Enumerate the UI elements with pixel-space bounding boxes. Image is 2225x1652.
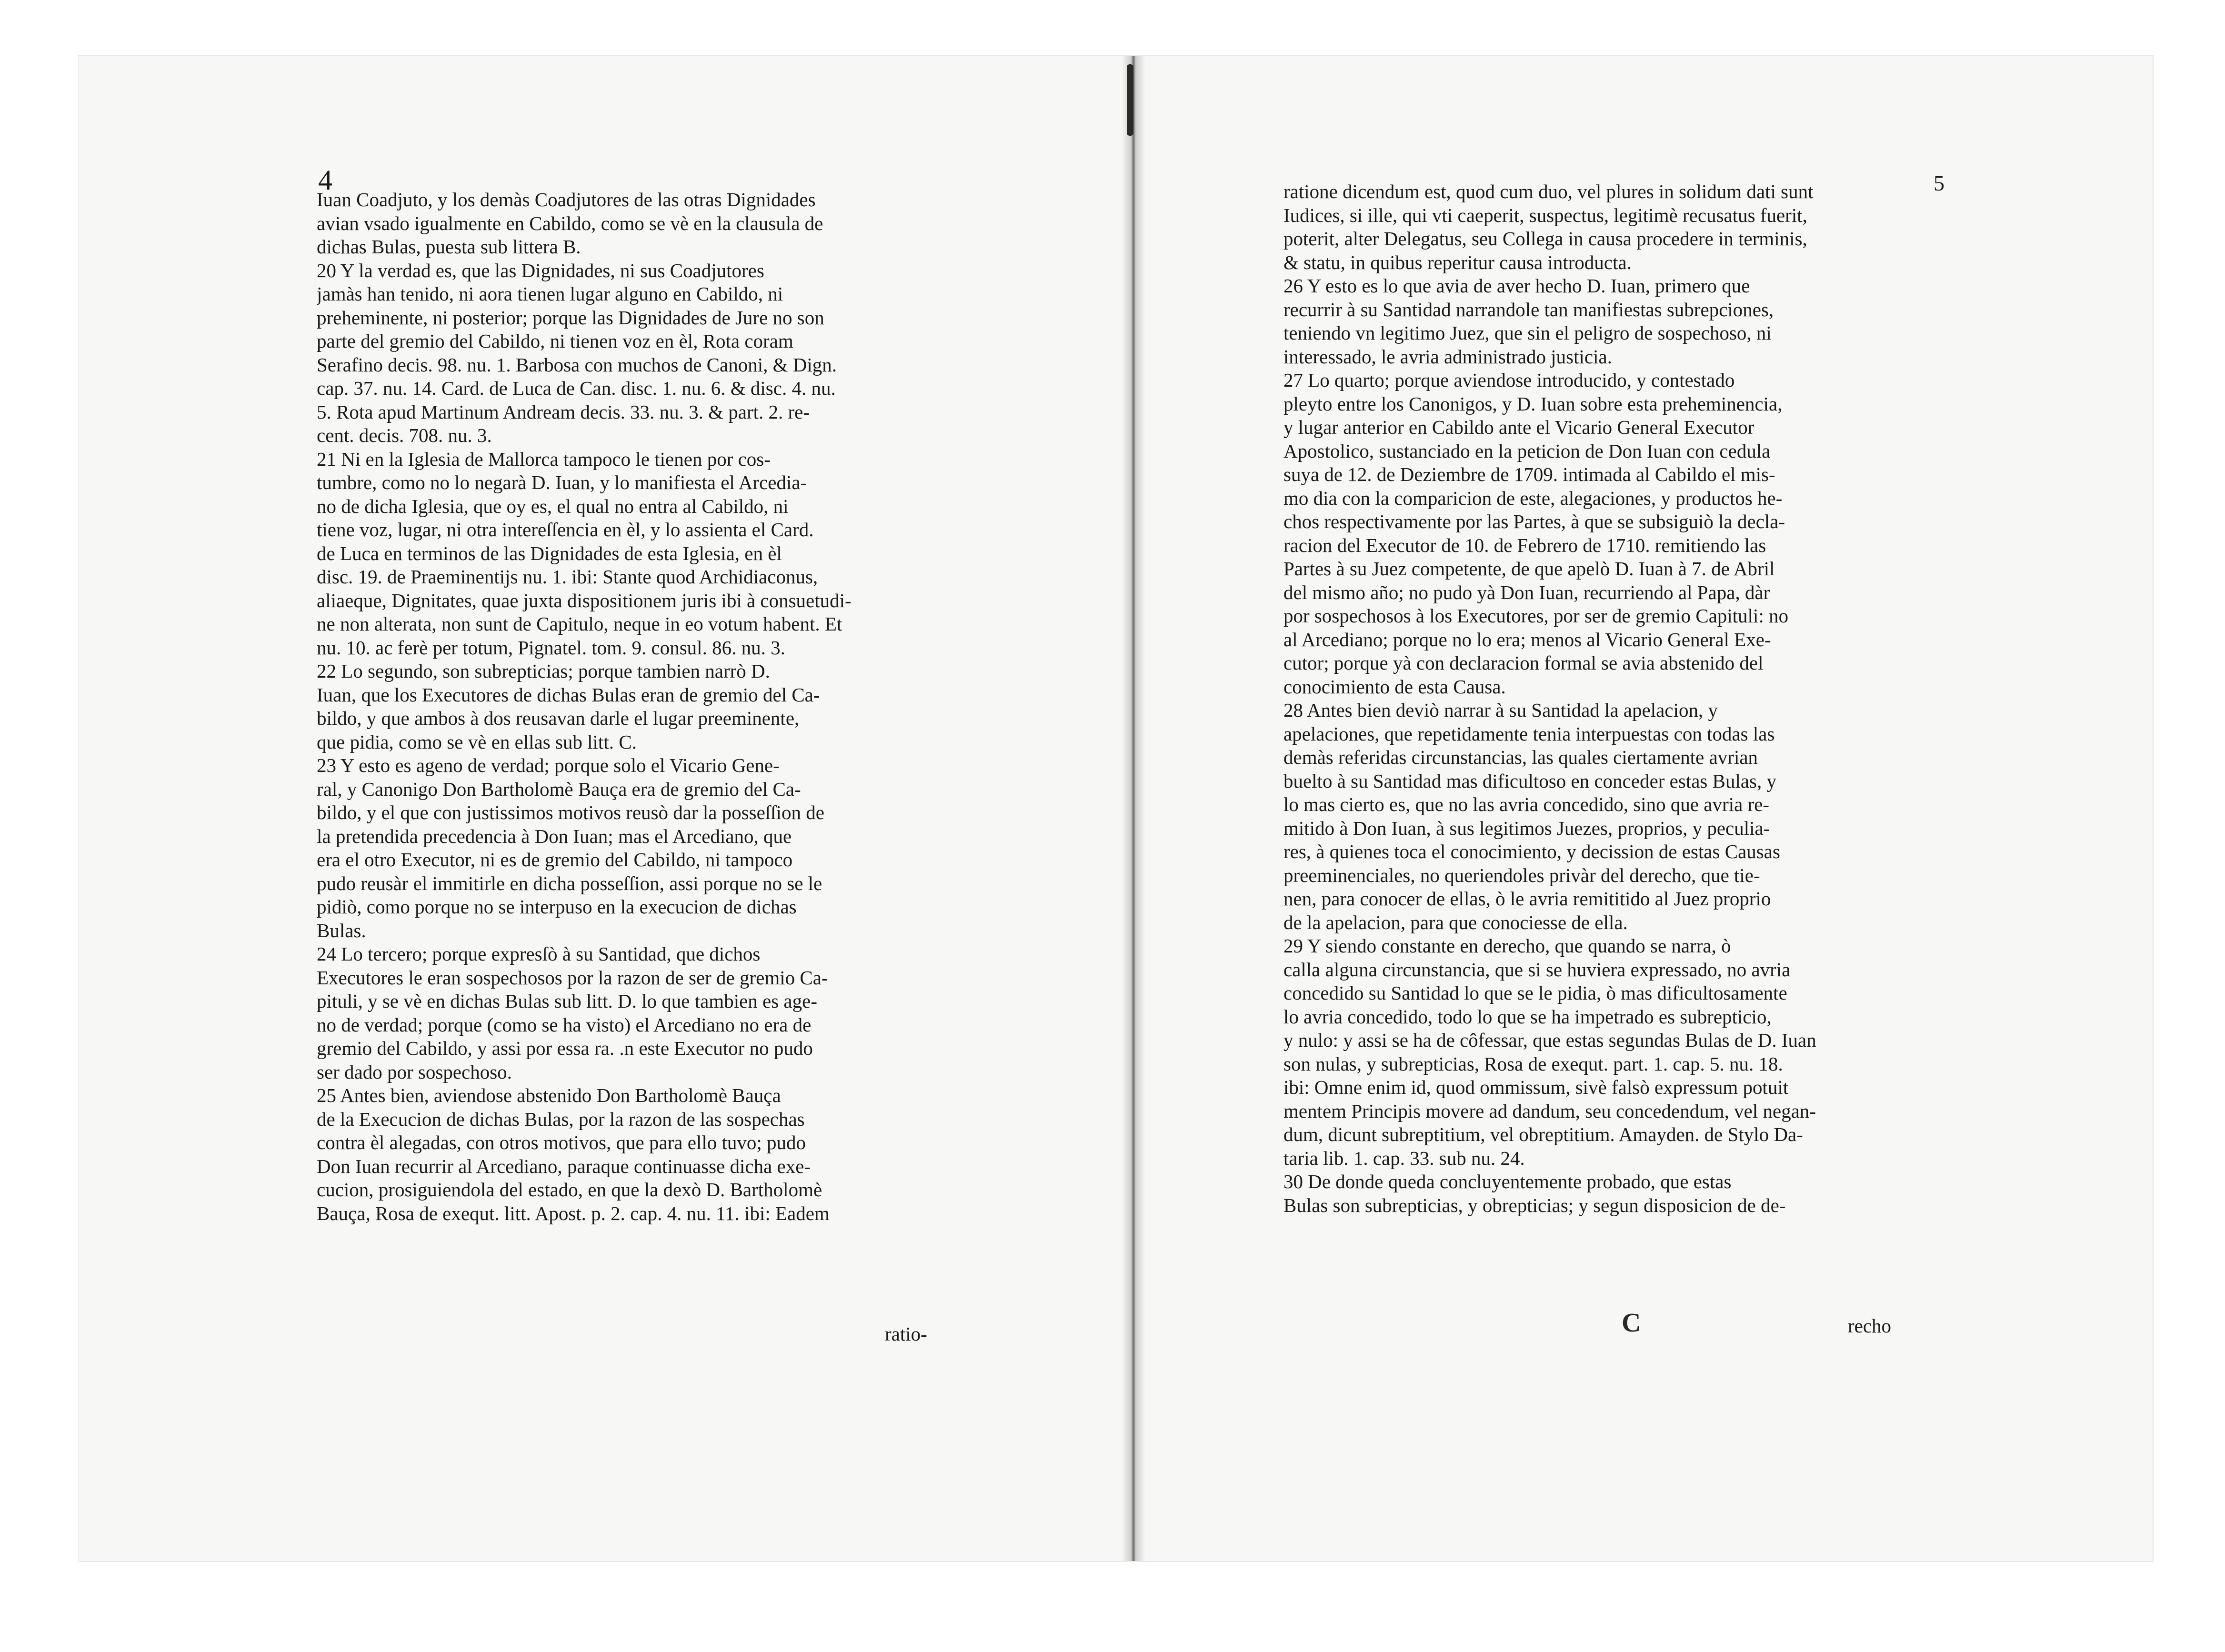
- text-line: ne non alterata, non sunt de Capitulo, neque in eo votum habent. Et: [317, 613, 842, 635]
- text-line: pudo reusàr el immitirle en dicha posseſſion, assi porque no se le: [317, 872, 822, 894]
- text-line: la pretendida precedencia à Don Iuan; mas el Arcediano, que: [317, 825, 792, 847]
- text-line: 30 De donde queda concluyentemente probado, que estas: [1283, 1171, 1732, 1192]
- text-line: chos respectivamente por las Partes, à que se subsiguiò la decla-: [1283, 511, 1785, 532]
- text-line: del mismo año; no pudo yà Don Iuan, recurriendo al Papa, dàr: [1283, 581, 1770, 603]
- text-line: cap. 37. nu. 14. Card. de Luca de Can. disc. 1. nu. 6. & disc. 4. nu.: [317, 377, 836, 399]
- text-line: son nulas, y subrepticias, Rosa de exequt. part. 1. cap. 5. nu. 18.: [1283, 1052, 1783, 1075]
- text-line: parte del gremio del Cabildo, ni tienen voz en èl, Rota coram: [317, 330, 793, 352]
- text-line: taria lib. 1. cap. 33. sub nu. 24.: [1283, 1147, 1525, 1169]
- text-line: Bulas son subrepticias, y obrepticias; y segun disposicion de de-: [1283, 1194, 1786, 1216]
- left-page-text: [317, 188, 967, 1225]
- text-line: y lugar anterior en Cabildo ante el Vicario General Executor: [1283, 416, 1754, 438]
- text-line: por sospechosos à los Executores, por ser de gremio Capituli: no: [1283, 605, 1789, 627]
- text-line: que pidia, como se vè en ellas sub litt. C.: [317, 731, 637, 753]
- text-line: mitido à Don Iuan, à sus legitimos Juezes, proprios, y peculia-: [1283, 817, 1770, 839]
- text-line: 22 Lo segundo, son subrepticias; porque tambien narrò D.: [317, 660, 770, 682]
- text-line: y nulo: y assi se ha de côfessar, que estas segundas Bulas de D. Iuan: [1283, 1029, 1816, 1051]
- text-line: ser dado por sospechoso.: [317, 1061, 512, 1083]
- text-line: Iuan Coadjuto, y los demàs Coadjutores de las otras Dignidades: [317, 189, 816, 210]
- text-line: preeminenciales, no queriendoles privàr del derecho, que tie-: [1283, 864, 1760, 886]
- text-line: recurrir à su Santidad narrandole tan manifiestas subrepciones,: [1283, 298, 1774, 320]
- text-line: jamàs han tenido, ni aora tienen lugar alguno en Cabildo, ni: [317, 283, 783, 305]
- text-line: bildo, y que ambos à dos reusavan darle el lugar preeminente,: [317, 707, 800, 729]
- text-line: 24 Lo tercero; porque expresſò à su Santidad, que dichos: [317, 943, 761, 965]
- text-line: 23 Y esto es ageno de verdad; porque solo el Vicario Gene-: [317, 754, 780, 776]
- text-line: tumbre, como no lo negarà D. Iuan, y lo manifiesta el Arcedia-: [317, 471, 807, 493]
- text-line: preheminente, ni posterior; porque las Dignidades de Jure no son: [317, 306, 824, 329]
- text-line: 20 Y la verdad es, que las Dignidades, ni sus Coadjutores: [317, 259, 764, 281]
- book-gutter: [1122, 56, 1145, 1561]
- text-line: cutor; porque yà con declaracion formal se avia abstenido del: [1283, 652, 1764, 674]
- text-line: de la apelacion, para que conociesse de ella.: [1283, 911, 1628, 933]
- text-line: mentem Principis movere ad dandum, seu concedendum, vel negan-: [1283, 1100, 1816, 1122]
- text-line: 29 Y siendo constante en derecho, que quando se narra, ò: [1283, 935, 1731, 957]
- left-catchword: ratio-: [885, 1323, 927, 1345]
- right-catchword: recho: [1848, 1315, 1892, 1337]
- text-line: de la Execucion de dichas Bulas, por la razon de las sospechas: [317, 1108, 805, 1130]
- text-line: Iudices, si ille, qui vti caeperit, suspectus, legitimè recusatus fuerit,: [1283, 204, 1807, 226]
- right-page-number: 5: [1934, 171, 1944, 195]
- text-line: Iuan, que los Executores de dichas Bulas eran de gremio del Ca-: [317, 683, 820, 706]
- text-line: & statu, in quibus reperitur causa introducta.: [1283, 251, 1632, 273]
- text-line: avian vsado igualmente en Cabildo, como se vè en la clausula de: [317, 212, 823, 234]
- text-line: contra èl alegadas, con otros motivos, que para ello tuvo; pudo: [317, 1131, 806, 1153]
- text-line: nu. 10. ac ferè per totum, Pignatel. tom. 9. consul. 86. nu. 3.: [317, 636, 785, 659]
- text-line: racion del Executor de 10. de Febrero de 1710. remitiendo las: [1283, 534, 1766, 556]
- text-line: interessado, le avria administrado justicia.: [1283, 345, 1612, 368]
- text-line: demàs referidas circunstancias, las quales ciertamente avrian: [1283, 746, 1758, 768]
- text-line: lo avria concedido, todo lo que se ha impetrado es subrepticio,: [1283, 1005, 1772, 1028]
- text-line: gremio del Cabildo, y assi por essa ra. .n este Executor no pudo: [317, 1037, 813, 1059]
- text-line: lo mas cierto es, que no las avria concedido, sino que avria re-: [1283, 793, 1770, 815]
- right-page-text: [1283, 180, 1907, 1217]
- text-line: conocimiento de esta Causa.: [1283, 675, 1506, 698]
- text-line: Executores le eran sospechosos por la razon de ser de gremio Ca-: [317, 966, 828, 989]
- text-line: poterit, alter Delegatus, seu Collega in causa procedere in terminis,: [1283, 228, 1807, 250]
- text-line: nen, para conocer de ellas, ò le avria remititido al Juez proprio: [1283, 888, 1771, 910]
- text-line: Bauça, Rosa de exequt. litt. Apost. p. 2. cap. 4. nu. 11. ibi: Eadem: [317, 1202, 830, 1224]
- text-line: ibi: Omne enim id, quod ommissum, sivè falsò expressum potuit: [1283, 1076, 1789, 1098]
- text-line: Don Iuan recurrir al Arcediano, paraque continuasse dicha exe-: [317, 1155, 811, 1177]
- text-line: tiene voz, lugar, ni otra intereſſencia en èl, y lo assienta el Card.: [317, 519, 814, 541]
- text-line: cucion, prosiguiendola del estado, en que la dexò D. Bartholomè: [317, 1179, 822, 1201]
- spine-mark: [1127, 64, 1133, 136]
- text-line: teniendo vn legitimo Juez, que sin el peligro de sospechoso, ni: [1283, 322, 1772, 344]
- text-line: pidiò, como porque no se interpuso en la execucion de dichas: [317, 896, 797, 918]
- text-line: dum, dicunt subreptitium, vel obreptitium. Amayden. de Stylo Da-: [1283, 1123, 1803, 1145]
- text-line: 28 Antes bien deviò narrar à su Santidad la apelacion, y: [1283, 699, 1718, 721]
- text-line: Partes à su Juez competente, de que apelò D. Iuan à 7. de Abril: [1283, 558, 1775, 580]
- text-line: Apostolico, sustanciado en la peticion de Don Iuan con cedula: [1283, 440, 1771, 462]
- text-line: res, à quienes toca el conocimiento, y decission de estas Causas: [1283, 841, 1780, 862]
- text-line: no de dicha Iglesia, que oy es, el qual no entra al Cabildo, ni: [317, 495, 789, 517]
- left-page-number: 4: [318, 164, 332, 196]
- text-line: ratione dicendum est, quod cum duo, vel plures in solidum dati sunt: [1283, 180, 1814, 202]
- text-line: Bulas.: [317, 919, 366, 941]
- text-line: mo dia con la comparicion de este, alegaciones, y productos he-: [1283, 487, 1783, 509]
- text-line: disc. 19. de Praeminentijs nu. 1. ibi: Stante quod Archidiaconus,: [317, 566, 818, 588]
- text-line: era el otro Executor, ni es de gremio del Cabildo, ni tampoco: [317, 849, 793, 871]
- text-line: calla alguna circunstancia, que si se huviera expressado, no avria: [1283, 958, 1791, 981]
- text-line: Serafino decis. 98. nu. 1. Barbosa con muchos de Canoni, & Dign.: [317, 353, 837, 376]
- text-line: buelto à su Santidad mas dificultoso en conceder estas Bulas, y: [1283, 770, 1777, 792]
- text-line: pleyto entre los Canonigos, y D. Iuan sobre esta preheminencia,: [1283, 392, 1783, 415]
- text-line: ral, y Canonigo Don Bartholomè Bauça era de gremio del Ca-: [317, 778, 801, 800]
- text-line: 26 Y esto es lo que avia de aver hecho D. Iuan, primero que: [1283, 275, 1750, 297]
- text-line: pituli, y se vè en dichas Bulas sub litt. D. lo que tambien es age-: [317, 990, 817, 1012]
- text-line: de Luca en terminos de las Dignidades de esta Iglesia, en èl: [317, 542, 782, 564]
- text-line: 5. Rota apud Martinum Andream decis. 33. nu. 3. & part. 2. re-: [317, 400, 810, 423]
- text-line: aliaeque, Dignitates, quae juxta dispositionem juris ibi à consuetudi-: [317, 589, 852, 611]
- text-line: dichas Bulas, puesta sub littera B.: [317, 236, 581, 258]
- signature-mark: C: [1622, 1308, 1641, 1338]
- text-line: al Arcediano; porque no lo era; menos al Vicario General Exe-: [1283, 628, 1771, 651]
- text-line: cent. decis. 708. nu. 3.: [317, 424, 492, 446]
- text-line: apelaciones, que repetidamente tenia interpuestas con todas las: [1283, 722, 1775, 745]
- text-line: 21 Ni en la Iglesia de Mallorca tampoco le tienen por cos-: [317, 448, 771, 470]
- text-line: bildo, y el que con justissimos motivos reusò dar la posseſſion de: [317, 801, 824, 823]
- text-line: no de verdad; porque (como se ha visto) el Arcediano no era de: [317, 1013, 812, 1036]
- text-line: 25 Antes bien, aviendose abstenido Don Bartholomè Bauça: [317, 1084, 781, 1106]
- text-line: suya de 12. de Deziembre de 1709. intimada al Cabildo el mis-: [1283, 463, 1775, 485]
- text-line: 27 Lo quarto; porque aviendose introducido, y contestado: [1283, 369, 1735, 391]
- text-line: concedido su Santidad lo que se le pidia, ò mas dificultosamente: [1283, 982, 1787, 1004]
